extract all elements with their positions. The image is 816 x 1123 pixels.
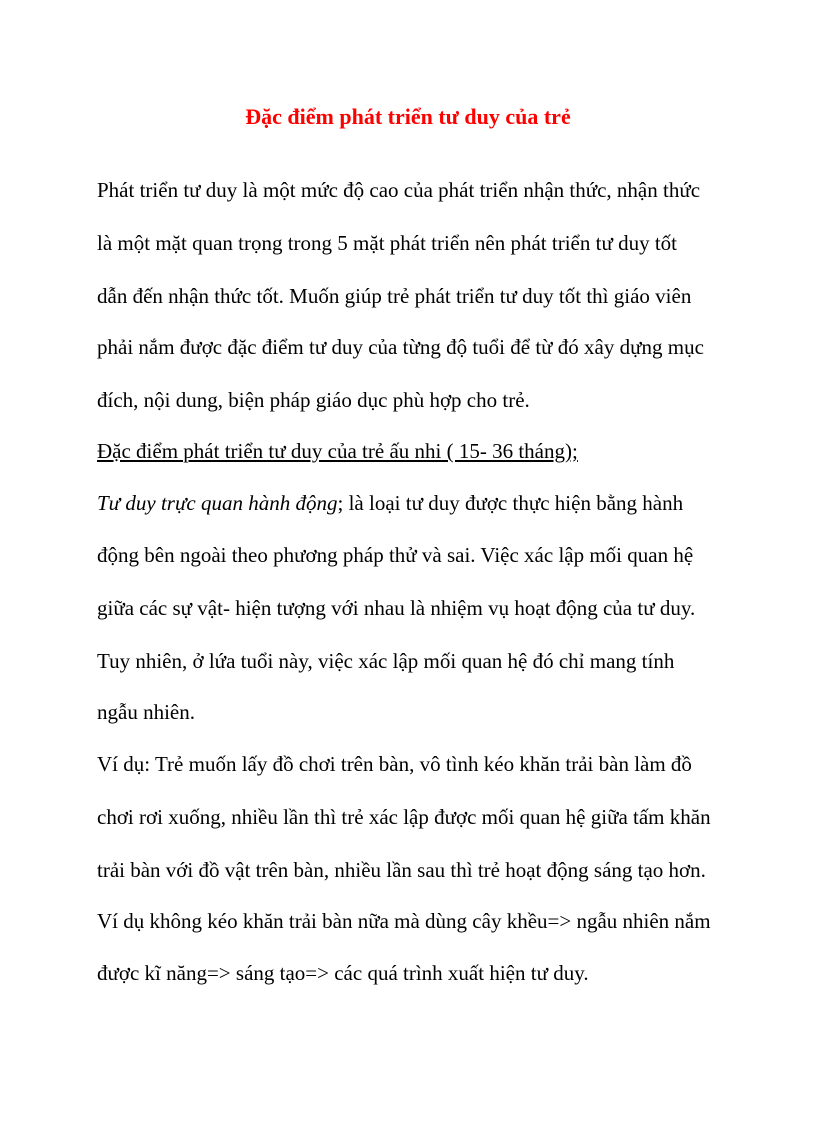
intro-line: Phát triển tư duy là một mức độ cao của phát triển nhận thức, nhận thức [97,178,701,202]
example-line: trải bàn với đồ vật trên bàn, nhiều lần sau thì trẻ hoạt động sáng tạo hơn. [97,858,706,882]
intro-line: là một mặt quan trọng trong 5 mặt phát triển nên phát triển tư duy tốt [97,231,678,255]
intro-line: dẫn đến nhận thức tốt. Muốn giúp trẻ phát triển tư duy tốt thì giáo viên [97,284,692,308]
example-line: chơi rơi xuống, nhiều lần thì trẻ xác lập được mối quan hệ giữa tấm khăn [97,805,711,829]
intro-line: đích, nội dung, biện pháp giáo dục phù hợp cho trẻ. [97,388,530,412]
section-heading: Đặc điểm phát triển tư duy của trẻ ấu nhi ( 15- 36 tháng); [97,439,578,463]
document-title: Đặc điểm phát triển tư duy của trẻ [245,104,571,129]
definition-line: động bên ngoài theo phương pháp thử và sai. Việc xác lập mối quan hệ [97,543,694,567]
example-line: Ví dụ không kéo khăn trải bàn nữa mà dùng cây khều=> ngẫu nhiên nắm [97,909,711,933]
definition-line: giữa các sự vật- hiện tượng với nhau là nhiệm vụ hoạt động của tư duy. [97,596,696,620]
example-line: được kĩ năng=> sáng tạo=> các quá trình xuất hiện tư duy. [97,961,589,985]
definition-line: ngẫu nhiên. [97,700,195,724]
definition-line: Tuy nhiên, ở lứa tuổi này, việc xác lập mối quan hệ đó chỉ mang tính [97,649,675,673]
definition-first-rest: ; là loại tư duy được thực hiện bằng hành [337,491,684,515]
example-line: Ví dụ: Trẻ muốn lấy đồ chơi trên bàn, vô tình kéo khăn trải bàn làm đồ [97,752,692,776]
intro-line: phải nắm được đặc điểm tư duy của từng độ tuổi để từ đó xây dựng mục [97,335,704,359]
definition-term: Tư duy trực quan hành động [97,491,338,515]
definition-first-line [97,489,683,517]
